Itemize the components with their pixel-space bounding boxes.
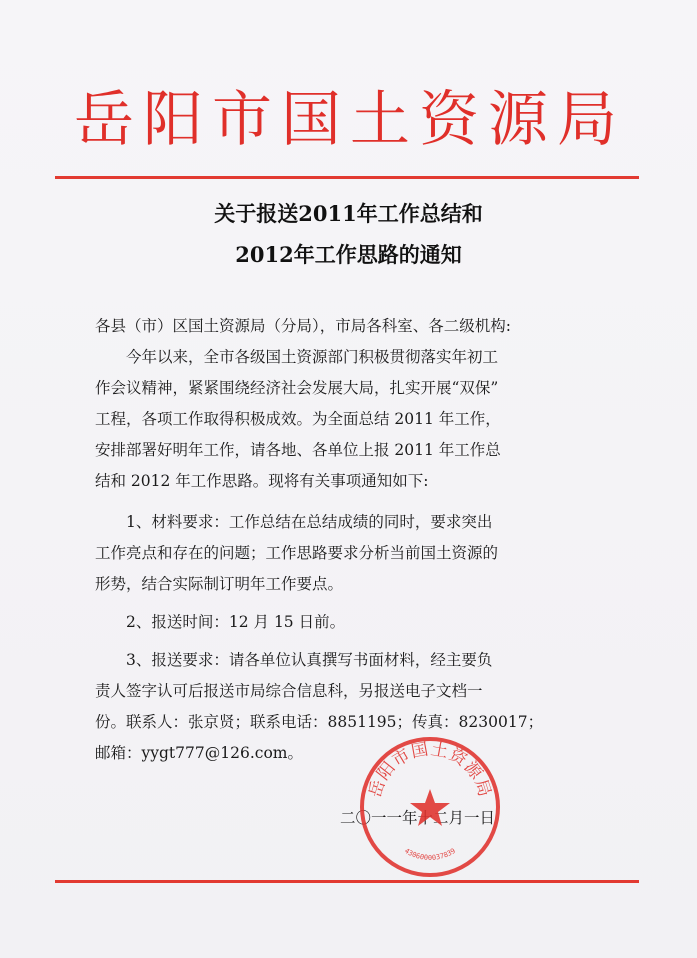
body-line: 份。联系人：张京贤；联系电话：8851195；传真：8230017； xyxy=(95,713,544,731)
body-line: 今年以来，全市各级国土资源部门积极贯彻落实年初工 xyxy=(95,348,499,366)
body-line: 结和 2012 年工作思路。现将有关事项通知如下: xyxy=(95,472,429,490)
body-line: 2、报送时间：12 月 15 日前。 xyxy=(95,613,346,631)
body-line: 3、报送要求：请各单位认真撰写书面材料，经主要负 xyxy=(95,651,493,669)
seal-star-icon xyxy=(410,789,450,826)
header-red-rule xyxy=(55,176,639,179)
body-line: 安排部署好明年工作，请各地、各单位上报 2011 年工作总 xyxy=(95,441,501,459)
body-line: 责人签字认可后报送市局综合信息科，另报送电子文档一 xyxy=(95,682,483,700)
body-line: 形势，结合实际制订明年工作要点。 xyxy=(95,575,344,593)
document-date: 二〇一一年十二月一日 xyxy=(340,809,496,827)
org-header-title: 岳阳市国土资源局 xyxy=(74,85,626,155)
document-title-line-2: 2012年工作思路的通知 xyxy=(235,242,462,267)
seal-text: 岳阳市国土资源局 xyxy=(365,739,495,800)
footer-red-rule xyxy=(55,880,639,883)
document-title-line-1: 关于报送2011年工作总结和 xyxy=(214,201,483,226)
body-line: 工作亮点和存在的问题；工作思路要求分析当前国土资源的 xyxy=(95,544,499,562)
body-line: 作会议精神，紧紧围绕经济社会发展大局，扎实开展“双保” xyxy=(95,379,499,397)
addressee-line: 各县（市）区国土资源局（分局），市局各科室、各二级机构: xyxy=(95,317,511,335)
email-line: 邮箱：yygt777@126.com。 xyxy=(95,744,303,762)
body-line: 工程，各项工作取得积极成效。为全面总结 2011 年工作， xyxy=(95,410,501,428)
official-seal-stamp xyxy=(356,733,504,881)
body-line: 1、材料要求：工作总结在总结成绩的同时，要求突出 xyxy=(95,513,493,531)
seal-number: 4306000037839 xyxy=(403,846,457,862)
